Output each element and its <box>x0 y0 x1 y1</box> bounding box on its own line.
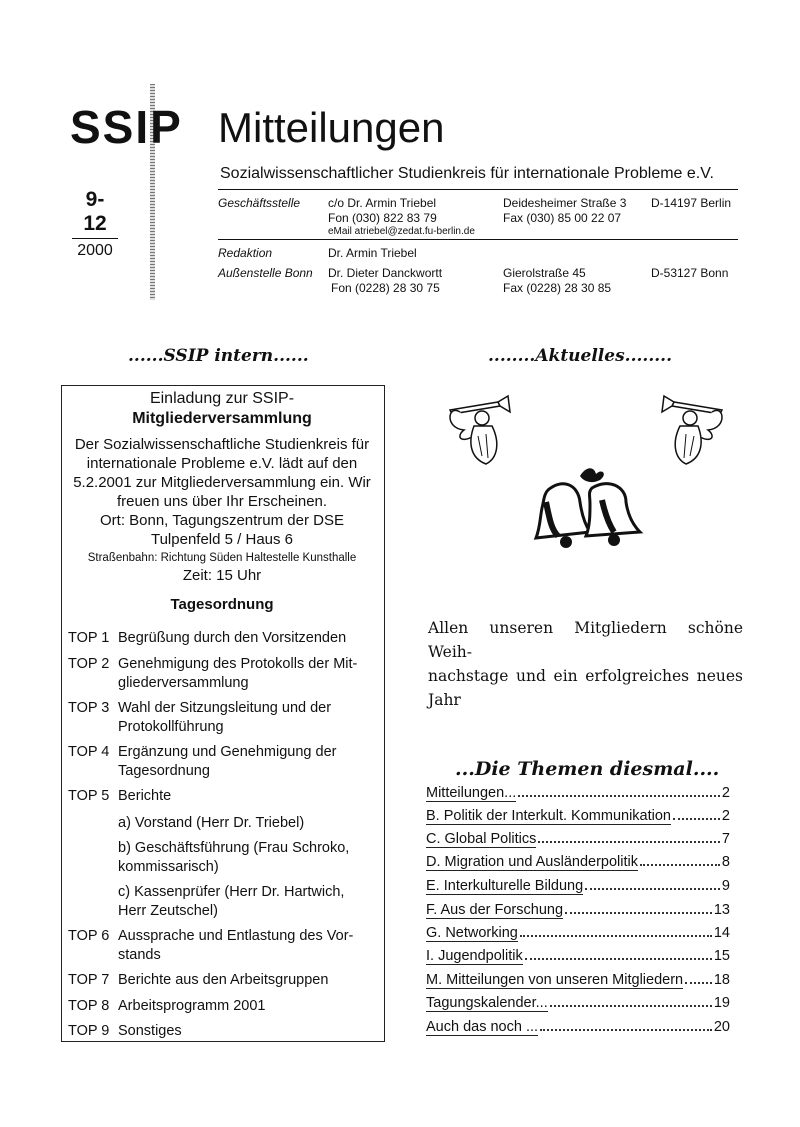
agenda-text-cont: Tagesordnung <box>118 763 210 779</box>
report-text: c) Kassenprüfer (Herr Dr. Hartwich, <box>118 884 345 900</box>
toc-entry[interactable] <box>426 902 730 919</box>
toc-page: 13 <box>713 902 730 918</box>
report-text: a) Vorstand (Herr Dr. Triebel) <box>118 815 305 831</box>
toc-leader <box>640 864 720 866</box>
toc-title[interactable]: I. Jugendpolitik <box>426 948 523 964</box>
issue-divider <box>72 238 118 239</box>
greeting-line2: nachstage und ein erfolgreiches neues Jahr <box>428 667 743 709</box>
report-item <box>118 839 380 877</box>
invite-tram: Straßenbahn: Richtung Süden Haltestelle Kunsthalle <box>87 552 357 564</box>
invite-location: Ort: Bonn, Tagungszentrum der DSE <box>99 512 344 529</box>
office-name: c/o Dr. Armin Triebel <box>328 196 437 210</box>
agenda-key: TOP 8 <box>68 998 110 1014</box>
logo-ssip: SSIP <box>70 101 183 153</box>
report-text: b) Geschäftsführung (Frau Schroko, <box>118 840 350 856</box>
bonn-phone: Fon (0228) 28 30 75 <box>331 281 440 295</box>
bonn-name: Dr. Dieter Danckwortt <box>328 266 443 280</box>
toc-leader <box>520 935 712 937</box>
toc-title[interactable]: E. Interkulturelle Bildung <box>426 878 584 894</box>
toc-title[interactable]: D. Migration und Ausländerpolitik <box>426 854 638 870</box>
toc-title[interactable]: G. Networking <box>426 925 518 941</box>
angel-icon <box>440 392 530 470</box>
invite-time: Zeit: 15 Uhr <box>182 567 262 584</box>
section-heading-intern: ......SSIP intern...... <box>128 346 309 366</box>
toc-page: 20 <box>713 1019 730 1035</box>
toc-entry[interactable] <box>426 925 730 942</box>
bonn-label: Außenstelle Bonn <box>218 266 313 280</box>
toc-title[interactable]: M. Mitteilungen von unseren Mitgliedern <box>426 972 684 988</box>
section-heading-aktuelles: ........Aktuelles........ <box>488 346 672 366</box>
agenda-key: TOP 4 <box>68 744 110 760</box>
toc-title[interactable]: Auch das noch ... <box>426 1019 539 1035</box>
toc-title[interactable]: Mitteilungen... <box>426 785 517 801</box>
invite-address: Tulpenfeld 5 / Haus 6 <box>150 531 294 548</box>
toc-page: 15 <box>713 948 730 964</box>
logo-title: Mitteilungen <box>218 104 445 151</box>
invite-line1: Einladung zur SSIP- <box>149 390 295 407</box>
toc-page: 18 <box>713 972 730 988</box>
invite-body-4: freuen uns über Ihr Erscheinen. <box>116 493 328 510</box>
report-text-cont: kommissarisch) <box>118 859 219 875</box>
greeting-line1: Allen unseren Mitgliedern schöne Weih- <box>428 619 743 661</box>
toc-title[interactable]: C. Global Politics <box>426 831 537 847</box>
issue-number <box>70 188 120 236</box>
report-item <box>118 814 380 833</box>
toc-entry[interactable] <box>426 995 730 1012</box>
agenda-text: Aussprache und Entlastung des Vor- <box>118 928 354 944</box>
header-rule-middle <box>218 239 738 240</box>
issue-number-bottom: 12 <box>83 212 107 235</box>
agenda-text: Begrüßung durch den Vorsitzenden <box>118 630 347 646</box>
agenda-title: Tagesordnung <box>170 596 274 613</box>
agenda-text: Berichte aus den Arbeitsgruppen <box>118 972 329 988</box>
issue-year: 2000 <box>77 242 113 259</box>
toc-page: 9 <box>721 878 730 894</box>
agenda-key: TOP 3 <box>68 700 110 716</box>
toc-title[interactable]: F. Aus der Forschung <box>426 902 564 918</box>
agenda-key: TOP 2 <box>68 656 110 672</box>
agenda-text-cont: stands <box>118 947 161 963</box>
agenda-text: Sonstiges <box>118 1023 182 1039</box>
agenda-key: TOP 7 <box>68 972 110 988</box>
toc-leader <box>538 841 720 843</box>
angel-icon <box>642 392 732 470</box>
office-phone: Fon (030) 822 83 79 <box>328 211 437 225</box>
agenda-text: Berichte <box>118 788 172 804</box>
bonn-city: D-53127 Bonn <box>651 266 729 280</box>
invite-body-3: 5.2.2001 zur Mitgliederversammlung ein. Wir <box>73 474 371 491</box>
toc-leader <box>585 888 720 890</box>
agenda-text: Ergänzung und Genehmigung der <box>118 744 337 760</box>
toc-entry[interactable] <box>426 1019 730 1036</box>
editor-label: Redaktion <box>218 246 273 260</box>
invite-line2: Mitgliederversammlung <box>132 410 312 427</box>
toc-page: 7 <box>721 831 730 847</box>
editor-name: Dr. Armin Triebel <box>328 246 417 260</box>
office-email[interactable]: eMail atriebel@zedat.fu-berlin.de <box>328 226 475 237</box>
toc-entry[interactable] <box>426 854 730 871</box>
report-text-cont: Herr Zeutschel) <box>118 903 218 919</box>
agenda-text: Wahl der Sitzungsleitung und der <box>118 700 332 716</box>
toc-leader <box>673 818 720 820</box>
subtitle: Sozialwissenschaftlicher Studienkreis für internationale Probleme e.V. <box>220 165 714 182</box>
office-label: Geschäftsstelle <box>218 196 301 210</box>
agenda-key: TOP 6 <box>68 928 110 944</box>
office-street: Deidesheimer Straße 3 <box>503 196 627 210</box>
toc-leader <box>550 1005 712 1007</box>
bells-icon <box>528 466 646 552</box>
agenda-text-cont: gliederversammlung <box>118 675 249 691</box>
toc-entry[interactable] <box>426 878 730 895</box>
toc-leader <box>565 912 712 914</box>
agenda-text: Genehmigung des Protokolls der Mit- <box>118 656 358 672</box>
toc-page: 19 <box>713 995 730 1011</box>
toc-page: 2 <box>721 808 730 824</box>
report-item <box>118 883 380 921</box>
toc-heading: ...Die Themen diesmal.... <box>455 758 720 780</box>
toc-title[interactable]: B. Politik der Interkult. Kommunikation <box>426 808 671 824</box>
toc-leader <box>540 1029 712 1031</box>
agenda-key: TOP 5 <box>68 788 110 804</box>
header-rule-top <box>218 189 738 190</box>
agenda-text-cont: Protokollführung <box>118 719 224 735</box>
toc-entry[interactable] <box>426 948 730 965</box>
bonn-street: Gierolstraße 45 <box>503 266 586 280</box>
toc-title[interactable]: Tagungskalender... <box>426 995 548 1011</box>
toc-leader <box>685 982 712 984</box>
toc-leader <box>525 958 712 960</box>
toc-entry[interactable] <box>426 972 730 989</box>
toc-entry[interactable] <box>426 831 730 848</box>
holiday-greeting <box>428 616 743 712</box>
invite-body-2: internationale Probleme e.V. lädt auf den <box>86 455 358 472</box>
invite-body-1: Der Sozialwissenschaftliche Studienkreis für <box>74 436 370 453</box>
toc-entry[interactable] <box>426 785 730 802</box>
agenda-key: TOP 9 <box>68 1023 110 1039</box>
agenda-key: TOP 1 <box>68 630 110 646</box>
toc-page: 14 <box>713 925 730 941</box>
bonn-fax: Fax (0228) 28 30 85 <box>503 281 612 295</box>
toc-leader <box>518 795 720 797</box>
toc-entry[interactable] <box>426 808 730 825</box>
office-city: D-14197 Berlin <box>651 196 732 210</box>
office-fax: Fax (030) 85 00 22 07 <box>503 211 622 225</box>
agenda-text: Arbeitsprogramm 2001 <box>118 998 266 1014</box>
toc-page: 8 <box>721 854 730 870</box>
toc-page: 2 <box>721 785 730 801</box>
issue-number-top: 9- <box>85 188 105 211</box>
